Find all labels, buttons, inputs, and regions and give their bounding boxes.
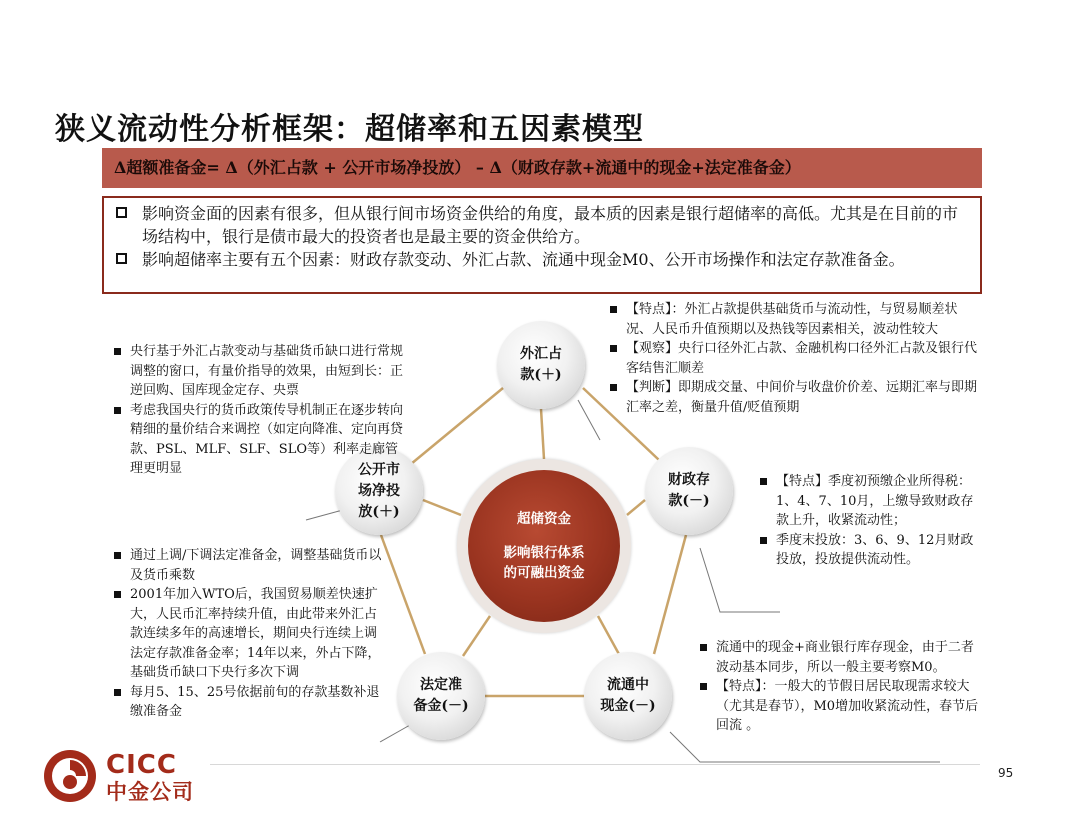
spoke-fiscal (627, 500, 645, 515)
logo-wordmark (106, 752, 194, 804)
callout-line-fx (578, 400, 600, 440)
node-open-market-operations: 公开市 场净投 放(＋) (335, 447, 423, 535)
note-item: 【特点】季度初预缴企业所得税：1、4、7、10月，上缴导致财政存款上升，收紧流动性； (758, 472, 980, 531)
summary-text: 影响资金面的因素有很多，但从银行间市场资金供给的角度，最本质的因素是银行超储率的高低。尤其是在目前的市场结构中，银行是债市最大的投资者也是最主要的资金供给方。 (142, 204, 959, 246)
footer-divider (210, 764, 980, 765)
note-item: 【特点】：一般大的节假日居民取现需求较大（尤其是春节），M0增加收紧流动性，春节后回流 。 (698, 677, 980, 736)
note-item: 每月5、15、25号依据前旬的存款基数补退缴准备金 (112, 683, 384, 722)
page-number: 95 (998, 766, 1014, 780)
edge-fiscal-currency (654, 535, 686, 654)
logo-chinese: 中金公司 (106, 780, 194, 804)
note-item: 【特点】：外汇占款提供基础货币与流动性，与贸易顺差状况、人民币升值预期以及热钱等因素相关，波动性较大 (608, 300, 978, 339)
node-required-reserves: 法定准 备金(－) (397, 652, 485, 740)
note-item: 央行基于外汇占款变动与基础货币缺口进行常规调整的窗口，有量价指导的效果，由短到长：正逆回购、国库现金定存、央票 (112, 342, 404, 401)
spoke-fx (541, 409, 544, 459)
center-title: 超储资金 (517, 511, 571, 527)
note-item: 流通中的现金+商业银行库存现金，由于二者波动基本同步，所以一般主要考察M0。 (698, 638, 980, 677)
logo-english: CICC (106, 750, 177, 780)
spoke-omo (423, 500, 461, 515)
page-title: 狭义流动性分析框架：超储率和五因素模型 (55, 112, 644, 147)
callout-line-reserve (380, 725, 410, 742)
note-fx-reserves (608, 300, 978, 417)
note-open-market (112, 342, 404, 479)
note-item: 季度末投放：3、6、9、12月财政投放，投放提供流动性。 (758, 531, 980, 570)
spoke-reserve (463, 616, 490, 656)
formula-banner: Δ超额准备金= Δ（外汇占款 + 公开市场净投放） – Δ（财政存款+流通中的现金+法定准备金） (102, 148, 982, 188)
callout-line-currency (670, 732, 940, 762)
note-fiscal-deposits (758, 472, 980, 570)
note-item: 通过上调/下调法定准备金，调整基础货币以及货币乘数 (112, 546, 384, 585)
node-fiscal-deposits: 财政存 款(－) (645, 447, 733, 535)
edge-omo-fx (411, 388, 503, 464)
node-currency-in-circulation: 流通中 现金(－) (584, 652, 672, 740)
cicc-logo-icon (42, 748, 102, 804)
note-item: 考虑我国央行的货币政策传导机制正在逐步转向精细的量价结合来调控（如定向降准、定向再贷款、PSL、MLF、SLF、SLO等）利率走廊管理更明显 (112, 401, 404, 479)
center-node (468, 470, 620, 622)
center-subtitle: 影响银行体系 的可融出资金 (503, 545, 585, 581)
note-item: 2001年加入WTO后，我国贸易顺差快速扩大，人民币汇率持续升值，由此带来外汇占款连续多年的高速增长，期间央行连续上调法定存款准备金率；14年以来，外占下降，基础货币缺口下央行多次下调 (112, 585, 384, 683)
spoke-currency (598, 616, 620, 656)
note-item: 【观察】央行口径外汇占款、金融机构口径外汇占款及银行代客结售汇顺差 (608, 339, 978, 378)
node-fx-reserves: 外汇占 款(＋) (497, 321, 585, 409)
note-item: 【判断】即期成交量、中间价与收盘价价差、远期汇率与即期汇率之差，衡量升值/贬值预期 (608, 378, 978, 417)
note-required-reserves (112, 546, 384, 722)
summary-text: 影响超储率主要有五个因素：财政存款变动、外汇占款、流通中现金M0、公开市场操作和法定存款准备金。 (142, 250, 905, 269)
note-currency (698, 638, 980, 736)
edge-reserve-omo (381, 535, 425, 654)
